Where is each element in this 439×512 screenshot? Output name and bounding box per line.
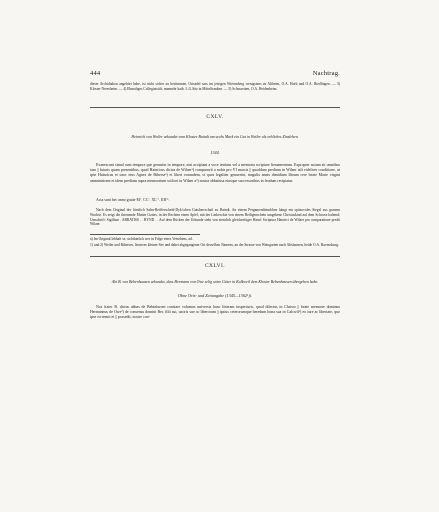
page-number: 444	[90, 70, 101, 77]
footnote-a: a) Im Original lebhaft se, sichtbarlich wer in Folge eines Versehens, ad.	[90, 237, 193, 241]
section-divider	[90, 107, 340, 108]
document-body: Evanescunt simul cum tempore que geruntur in tempore, nisi accipiant a voce testium vel a memoria scripture firmamentum. Expropter notum sit omnibus tam || futuris quam presentibus, quod Hainricus dictus de Wilaer¹) comparavit a nobis pro VI marcis || quoddam predium in Wilaer tali videlicet conditione, ut ipse Hainricus et uxor eius Agnes de Biberse²) et liberi eorundem, si quos legaliter genuerint, singulis annis dimidiam libram cere beate Marie virgini amministrent et idem predium supra memoratum scilicet in Wilaer a³) nostra abbatissa eiusque successoribus in feodum recipiatur.	[90, 163, 340, 183]
document-body: Nos frater B. dictus abbas de Bebinhusen constare volumus universis hanc litteram inspecturis, quod dilectus in Christo || beate memorie dominus Hermannus de Owe²) de consensu domini Ber. filii sui, uxoris sue ac liberorum || ipsius ceterorumque heredum bona sua in Calcwil³) eo iure ac libertate, quo ipse ea tenuit et || possedit, nostre con-	[90, 305, 340, 320]
document-year: Ohne Orts- und Zeitangabe (1345—1362¹)).	[177, 293, 253, 298]
page-header	[90, 70, 340, 80]
section-divider	[90, 256, 340, 257]
running-title: Nachtrag.	[312, 70, 340, 77]
document-number: CXLVI.	[204, 263, 226, 269]
document-title: Abt B. von Bebenhausen urkundet, dass Hermann von Owe selig seine Güter in Kalkweil dem Kloster Bebenhausen übergeben habe.	[111, 279, 319, 284]
source-note: Nach dem Original der fürstlich Salm-Reifferscheid-Dyk'schen Gutsherrschaft zu Baindt. An einem Pergamentbändchen hängt ein spitzovales Siegel aus grauem Wachse. Es zeigt die thronende Mutter Gottes, in der Rechten einen Apfel, mit der Linken das von einem Heiligenschein umgebene Christuskind auf dem Schoose haltend; Umschrift: Sigillum . ABBATISS . . BYND . . Auf dem Rücken der Urkunde steht von ziemlich gleichzeitiger Hand: Scriptura Hainrici de Wilaer pro comparatione predii Wilaer.	[90, 208, 340, 227]
document-date-line: Acta sunt hec anno gratie Mº. CCº. XLºº. IIIIº¹.	[96, 198, 170, 202]
footnotes-continued: dieser Archidiakon angehört habe, ist nicht sicher zu bestimmen, Ortsadel sass im jetzigen Wirtemberg wenigstens zu Altheim, O.A. Horb und O.A. Riedlingen. — 3) Kloster Neresheim. — 4) Ehmaliges Collegiatstift, nunmehr kath. L.G.Sitz in Mittelfranken. — 5) Schussetten, O.A. Heidenheim.	[90, 82, 340, 91]
document-title: Heinrich von Weiler urkundet vom Kloster Baindt um sechs Mark ein Gut in Weiler als erbliches Zinslehen.	[131, 134, 299, 139]
document-year: 1344.	[210, 150, 220, 155]
footnote-1: 1) und 2) Weiler und Biberses, letzteres kleiner See und dabei abgegangener Ort desselben Namens, an der Strasse von Weingarten nach Altshausen, beide O.A. Ravensburg.	[90, 243, 339, 247]
footnote-rule	[90, 234, 200, 235]
document-number: CXLV.	[206, 114, 224, 120]
